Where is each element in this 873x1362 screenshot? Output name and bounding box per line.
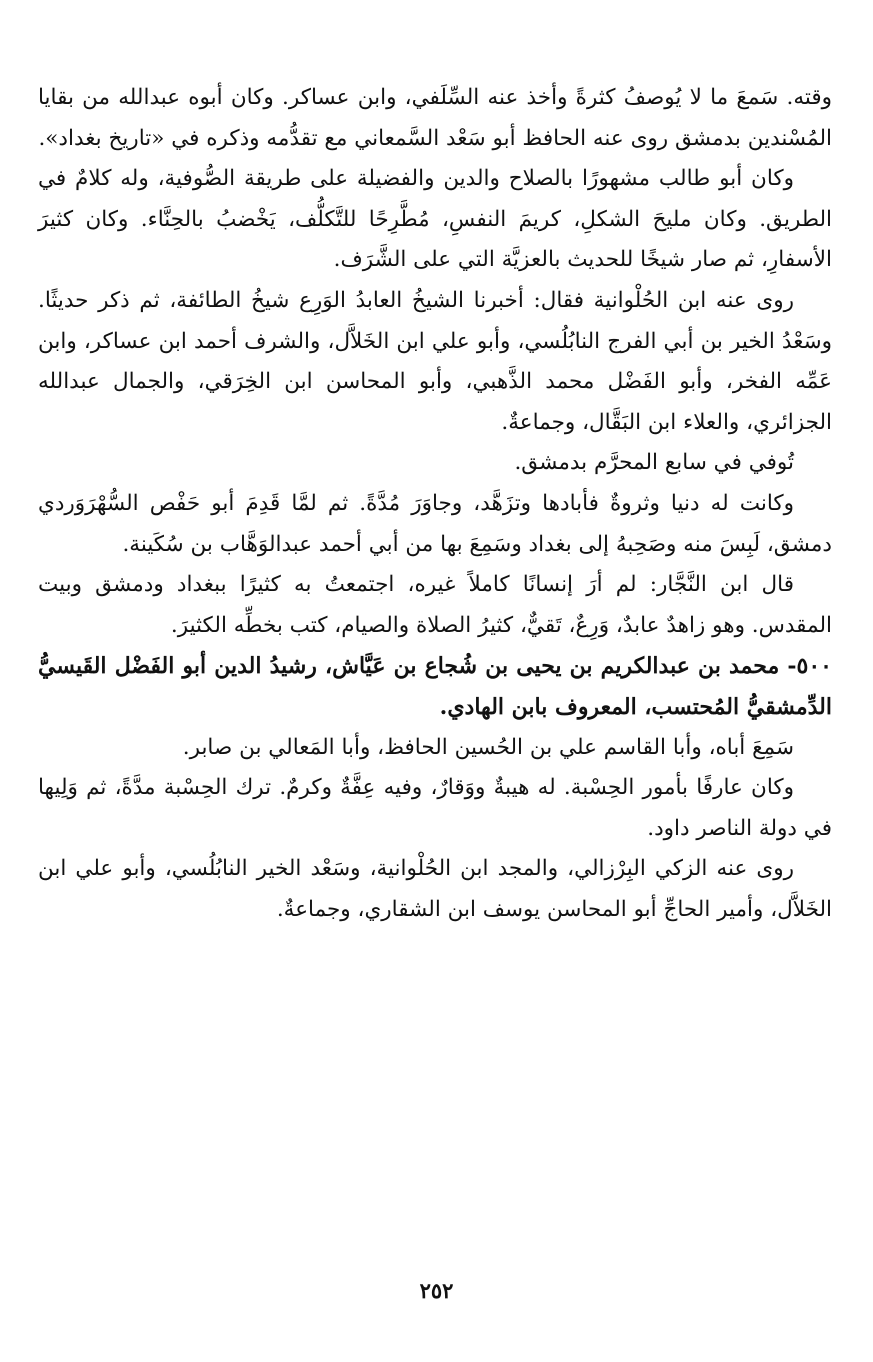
page-body-text bbox=[38, 78, 832, 930]
paragraph-father-and-students: وقته. سَمعَ ما لا يُوصفُ كثرةً وأخذ عنه السِّلَفي، وابن عساكر. وكان أبوه عبدالله من بقايا المُسْندين بدمشق روى عنه الحافظ أبو سَعْد السَّمعاني مع تقدُّمه وذكره في «تاريخ بغداد». bbox=[38, 85, 832, 151]
paragraph-death-date: تُوفي في سابع المحرَّم بدمشق. bbox=[514, 450, 794, 476]
page-number: ٢٥٢ bbox=[419, 1278, 454, 1303]
paragraph-narrators: روى عنه ابن الحُلْوانية فقال: أخبرنا الشيخُ العابدُ الوَرِع شيخُ الطائفة، ثم ذكر حديثًا. وسَعْدُ الخير بن أبي الفرج النابُلُسي، وأبو علي ابن الخَلاَّل، والشرف أحمد ابن عساكر، وابن عَمِّه الفخر، وأبو الفَضْل محمد الذَّهبي، وأبو المحاسن ابن الخِرَقي، والجمال عبدالله الجزائري، والعلاء ابن البَقَّال، وجماعةٌ. bbox=[38, 287, 832, 435]
paragraph-ibn-al-najjar-quote: قال ابن النَّجَّار: لم أرَ إنسانًا كاملاً غيره، اجتمعتُ به كثيرًا ببغداد ودمشق وبيت المقدس. وهو زاهدٌ عابدٌ، وَرِعٌ، تَقيٌّ، كثيرُ الصلاة والصيام، كتب بخطِّه الكثيرَ. bbox=[38, 572, 832, 638]
entry-paragraph-narrators: روى عنه الزكي البِرْزالي، والمجد ابن الحُلْوانية، وسَعْد الخير النابُلُسي، وأبو علي ابن الخَلاَّل، وأمير الحاجِّ أبو المحاسن يوسف ابن الشقاري، وجماعةٌ. bbox=[38, 856, 832, 922]
entry-paragraph-hisba: وكان عارفًا بأمور الحِسْبة. له هيبةٌ ووَقارٌ، وفيه عِفَّةٌ وكرمٌ. ترك الحِسْبة مدَّةً، ثم وَلِيها في دولة الناصر داود. bbox=[38, 775, 832, 841]
entry-heading-500: ٥٠٠- محمد بن عبدالكريم بن يحيى بن شُجاع بن عَيَّاش، رشيدُ الدين أبو الفَضْل القَيسيُّ الدِّمشقيُّ المُحتسب، المعروف بابن الهادي. bbox=[38, 653, 832, 720]
paragraph-abu-talib-description: وكان أبو طالب مشهورًا بالصلاح والدين والفضيلة على طريقة الصُّوفية، وله كلامٌ في الطريق. وكان مليحَ الشكلِ، كريمَ النفسِ، مُطَّرِحًا للتَّكلُّف، يَخْضبُ بالحِنَّاء. وكان كثيرَ الأسفارِ، ثم صار شيخًا للحديث بالعزيَّة التي على الشَّرَف. bbox=[38, 166, 832, 273]
paragraph-wealth-and-travels: وكانت له دنيا وثروةٌ فأبادها وتزَهَّد، وجاوَرَ مُدَّةً. ثم لمَّا قَدِمَ أبو حَفْص السُّهْرَوَردي دمشق، لَبِسَ منه وصَحِبهُ إلى بغداد وسَمِعَ بها من أبي أحمد عبدالوَهَّاب بن سُكَينة. bbox=[38, 490, 832, 557]
entry-paragraph-teachers: سَمِعَ أباه، وأبا القاسم علي بن الحُسين الحافظ، وأبا المَعالي بن صابر. bbox=[182, 734, 794, 760]
